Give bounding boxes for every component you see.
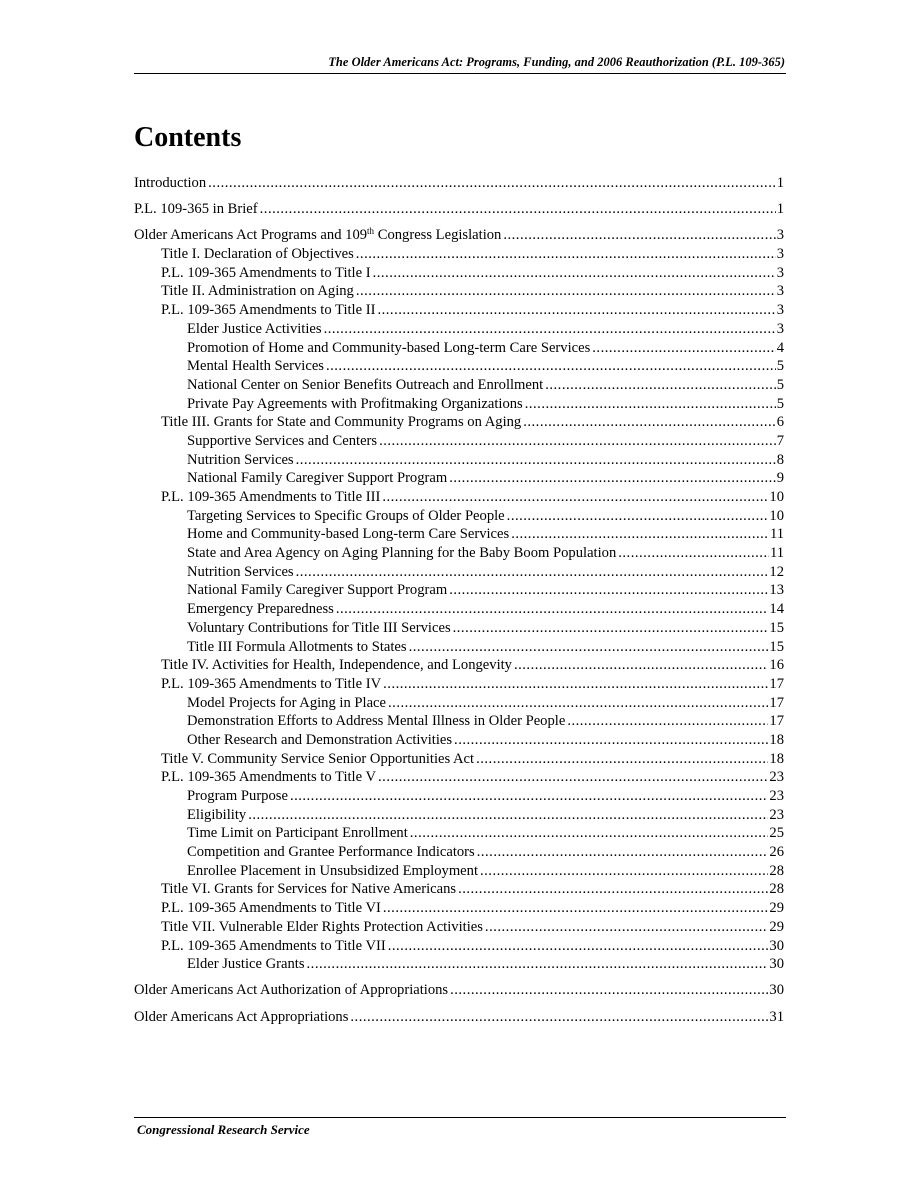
dot-leader <box>260 200 776 219</box>
dot-leader <box>388 694 768 713</box>
toc-entry-title: Title VII. Vulnerable Elder Rights Protection Activities <box>161 918 483 935</box>
dot-leader <box>326 357 776 376</box>
toc-entry-title: P.L. 109-365 Amendments to Title VII <box>161 937 386 954</box>
dot-leader <box>449 469 775 488</box>
toc-entry[interactable] <box>134 712 784 731</box>
toc-page-number: 1 <box>776 175 784 191</box>
dot-leader <box>296 563 769 582</box>
toc-page-number: 23 <box>769 769 784 786</box>
toc-page-number: 11 <box>769 545 784 562</box>
toc-entry[interactable] <box>134 843 784 862</box>
dot-leader <box>324 320 776 339</box>
toc-page-number: 18 <box>769 731 784 748</box>
footer-rule <box>134 1117 786 1118</box>
toc-entry[interactable] <box>134 581 784 600</box>
dot-leader <box>511 525 769 544</box>
running-header: The Older Americans Act: Programs, Funding, and 2006 Reauthorization (P.L. 109-365) <box>328 55 785 69</box>
toc-page-number: 12 <box>769 563 784 580</box>
dot-leader <box>409 638 769 657</box>
dot-leader <box>525 395 776 414</box>
toc-entry[interactable] <box>134 525 784 544</box>
dot-leader <box>567 712 768 731</box>
toc-entry-title: State and Area Agency on Aging Planning for the Baby Boom Population <box>187 545 617 562</box>
dot-leader <box>453 619 769 638</box>
dot-leader <box>356 245 776 264</box>
dot-leader <box>507 507 769 526</box>
toc-entry-title: Targeting Services to Specific Groups of Older People <box>187 507 505 524</box>
toc-page-number: 17 <box>769 675 784 692</box>
toc-page-number: 25 <box>769 825 784 842</box>
toc-page-number: 10 <box>769 489 784 505</box>
toc-entry[interactable] <box>134 750 784 769</box>
toc-entry[interactable] <box>134 469 784 488</box>
toc-page-number: 30 <box>769 956 784 973</box>
toc-entry-title: Title I. Declaration of Objectives <box>161 246 354 263</box>
toc-entry-title: Title III Formula Allotments to States <box>187 638 407 655</box>
toc-page-number: 4 <box>776 339 784 356</box>
header-rule <box>134 73 786 74</box>
toc-page-number: 14 <box>769 601 784 618</box>
dot-leader <box>383 675 768 694</box>
dot-leader <box>290 787 768 806</box>
dot-leader <box>476 750 768 769</box>
toc-entry[interactable] <box>134 226 784 245</box>
toc-entry-title: P.L. 109-365 Amendments to Title II <box>161 302 376 319</box>
dot-leader <box>336 600 769 619</box>
toc-entry-title: Demonstration Efforts to Address Mental Illness in Older People <box>187 713 566 730</box>
toc-entry[interactable] <box>134 981 784 1000</box>
toc-entry[interactable] <box>134 432 784 451</box>
toc-page-number: 30 <box>769 982 784 999</box>
toc-entry[interactable] <box>134 413 784 432</box>
toc-entry[interactable] <box>134 507 784 526</box>
dot-leader <box>388 937 769 956</box>
toc-entry[interactable] <box>134 339 784 358</box>
toc-page-number: 8 <box>776 451 784 468</box>
toc-entry[interactable] <box>134 731 784 750</box>
toc-entry[interactable] <box>134 787 784 806</box>
toc-entry-title: Title IV. Activities for Health, Independence, and Longevity <box>161 657 512 674</box>
toc-entry-title: National Family Caregiver Support Program <box>187 470 448 487</box>
toc-entry-title: Voluntary Contributions for Title III Services <box>187 619 451 636</box>
toc-page-number: 26 <box>769 844 784 861</box>
toc-entry-title: Emergency Preparedness <box>187 601 334 618</box>
toc-page-number: 3 <box>776 283 784 300</box>
dot-leader <box>373 264 776 283</box>
toc-entry[interactable] <box>134 768 784 787</box>
dot-leader <box>208 174 776 193</box>
toc-entry[interactable] <box>134 282 784 301</box>
toc-entry-title: P.L. 109-365 Amendments to Title III <box>161 489 381 505</box>
toc-page-number: 31 <box>769 1008 784 1025</box>
toc-page-number: 6 <box>776 414 784 431</box>
toc-page-number: 3 <box>776 264 784 281</box>
toc-entry-title: Program Purpose <box>187 788 288 804</box>
toc-page-number: 28 <box>769 881 784 898</box>
toc-entry[interactable] <box>134 806 784 825</box>
toc-entry-title: P.L. 109-365 in Brief <box>134 201 258 218</box>
toc-entry[interactable] <box>134 656 784 675</box>
dot-leader <box>618 544 769 563</box>
toc-entry-title: Title V. Community Service Senior Opportunities Act <box>161 750 475 767</box>
page-title: Contents <box>134 122 242 153</box>
toc-entry[interactable] <box>134 899 784 918</box>
dot-leader <box>449 581 768 600</box>
table-of-contents <box>134 174 784 1026</box>
toc-entry[interactable] <box>134 563 784 582</box>
toc-entry-title: Enrollee Placement in Unsubsidized Employment <box>187 862 478 879</box>
toc-entry[interactable] <box>134 600 784 619</box>
toc-entry-title: P.L. 109-365 Amendments to Title VI <box>161 900 381 917</box>
toc-entry-title: Supportive Services and Centers <box>187 432 378 449</box>
toc-entry-title: Title II. Administration on Aging <box>161 283 354 300</box>
toc-entry[interactable] <box>134 544 784 563</box>
toc-entry-title: National Family Caregiver Support Program <box>187 582 448 599</box>
footer-text: Congressional Research Service <box>137 1122 310 1137</box>
toc-entry-title: Older Americans Act Appropriations <box>134 1008 349 1025</box>
toc-page-number: 3 <box>776 320 784 337</box>
dot-leader <box>377 301 775 320</box>
dot-leader <box>485 918 768 937</box>
toc-entry-title: Older Americans Act Authorization of Appropriations <box>134 982 449 999</box>
toc-entry[interactable] <box>134 451 784 470</box>
toc-page-number: 30 <box>769 937 784 954</box>
toc-entry[interactable] <box>134 824 784 843</box>
toc-entry[interactable] <box>134 320 784 339</box>
toc-entry[interactable] <box>134 862 784 881</box>
toc-entry-title: Elder Justice Activities <box>187 320 322 337</box>
toc-entry-title: P.L. 109-365 Amendments to Title V <box>161 769 377 786</box>
toc-entry-title: Private Pay Agreements with Profitmaking Organizations <box>187 395 523 412</box>
toc-page-number: 11 <box>769 526 784 543</box>
toc-entry[interactable] <box>134 200 784 219</box>
dot-leader <box>382 488 768 507</box>
toc-entry[interactable] <box>134 264 784 283</box>
toc-entry-title: Competition and Grantee Performance Indicators <box>187 844 475 861</box>
dot-leader <box>458 880 768 899</box>
toc-page-number: 3 <box>776 227 784 244</box>
dot-leader <box>503 226 775 245</box>
dot-leader <box>379 432 776 451</box>
dot-leader <box>248 806 768 825</box>
dot-leader <box>356 282 776 301</box>
toc-entry[interactable] <box>134 880 784 899</box>
toc-page-number: 15 <box>769 619 784 636</box>
toc-page-number: 16 <box>769 657 784 674</box>
dot-leader <box>454 731 768 750</box>
toc-page-number: 5 <box>776 395 784 412</box>
toc-entry-title: Promotion of Home and Community-based Long-term Care Services <box>187 339 591 356</box>
toc-entry-title: Nutrition Services <box>187 451 294 468</box>
toc-entry[interactable] <box>134 488 784 507</box>
toc-entry-title: Title III. Grants for State and Community Programs on Aging <box>161 414 522 431</box>
dot-leader <box>477 843 769 862</box>
toc-entry-title: National Center on Senior Benefits Outreach and Enrollment <box>187 376 544 393</box>
toc-page-number: 5 <box>776 358 784 375</box>
toc-page-number: 1 <box>776 201 784 218</box>
dot-leader <box>307 955 769 974</box>
dot-leader <box>450 981 768 1000</box>
toc-page-number: 7 <box>776 432 784 449</box>
toc-entry[interactable] <box>134 301 784 320</box>
toc-entry-title: Eligibility <box>187 806 247 823</box>
toc-entry[interactable] <box>134 376 784 395</box>
toc-entry-title: Elder Justice Grants <box>187 956 305 973</box>
toc-entry[interactable] <box>134 694 784 713</box>
toc-entry-title: Nutrition Services <box>187 563 294 580</box>
toc-entry[interactable] <box>134 918 784 937</box>
toc-page-number: 15 <box>769 638 784 655</box>
toc-entry-title: Home and Community-based Long-term Care Services <box>187 526 510 543</box>
toc-entry-title: P.L. 109-365 Amendments to Title IV <box>161 675 382 692</box>
toc-entry[interactable] <box>134 245 784 264</box>
toc-entry-title: Time Limit on Participant Enrollment <box>187 825 408 842</box>
toc-page-number: 9 <box>776 470 784 487</box>
toc-entry-title: Older Americans Act Programs and 109th Congress Legislation <box>134 226 502 244</box>
dot-leader <box>545 376 775 395</box>
toc-page-number: 29 <box>769 918 784 935</box>
dot-leader <box>350 1008 768 1027</box>
toc-page-number: 3 <box>776 246 784 263</box>
toc-page-number: 10 <box>769 507 784 524</box>
toc-page-number: 23 <box>769 806 784 823</box>
dot-leader <box>523 413 775 432</box>
toc-entry[interactable] <box>134 174 784 193</box>
toc-entry-title: Introduction <box>134 175 207 191</box>
dot-leader <box>514 656 768 675</box>
toc-page-number: 17 <box>769 694 784 711</box>
dot-leader <box>378 768 768 787</box>
toc-entry[interactable] <box>134 1008 784 1027</box>
toc-page-number: 29 <box>769 900 784 917</box>
toc-entry-title: P.L. 109-365 Amendments to Title I <box>161 264 371 281</box>
toc-entry-title: Title VI. Grants for Services for Native Americans <box>161 881 457 898</box>
toc-entry[interactable] <box>134 675 784 694</box>
toc-page-number: 18 <box>769 750 784 767</box>
toc-page-number: 17 <box>769 713 784 730</box>
toc-entry[interactable] <box>134 955 784 974</box>
toc-entry[interactable] <box>134 357 784 376</box>
toc-entry[interactable] <box>134 395 784 414</box>
dot-leader <box>592 339 775 358</box>
toc-entry[interactable] <box>134 937 784 956</box>
toc-page-number: 23 <box>769 788 784 804</box>
dot-leader <box>480 862 768 881</box>
dot-leader <box>383 899 769 918</box>
toc-entry-title: Mental Health Services <box>187 358 324 375</box>
toc-entry-title: Model Projects for Aging in Place <box>187 694 387 711</box>
toc-page-number: 3 <box>776 302 784 319</box>
toc-page-number: 5 <box>776 376 784 393</box>
toc-entry[interactable] <box>134 638 784 657</box>
toc-entry-title: Other Research and Demonstration Activities <box>187 731 453 748</box>
dot-leader <box>296 451 776 470</box>
toc-entry[interactable] <box>134 619 784 638</box>
dot-leader <box>410 824 769 843</box>
toc-page-number: 13 <box>769 582 784 599</box>
toc-page-number: 28 <box>769 862 784 879</box>
